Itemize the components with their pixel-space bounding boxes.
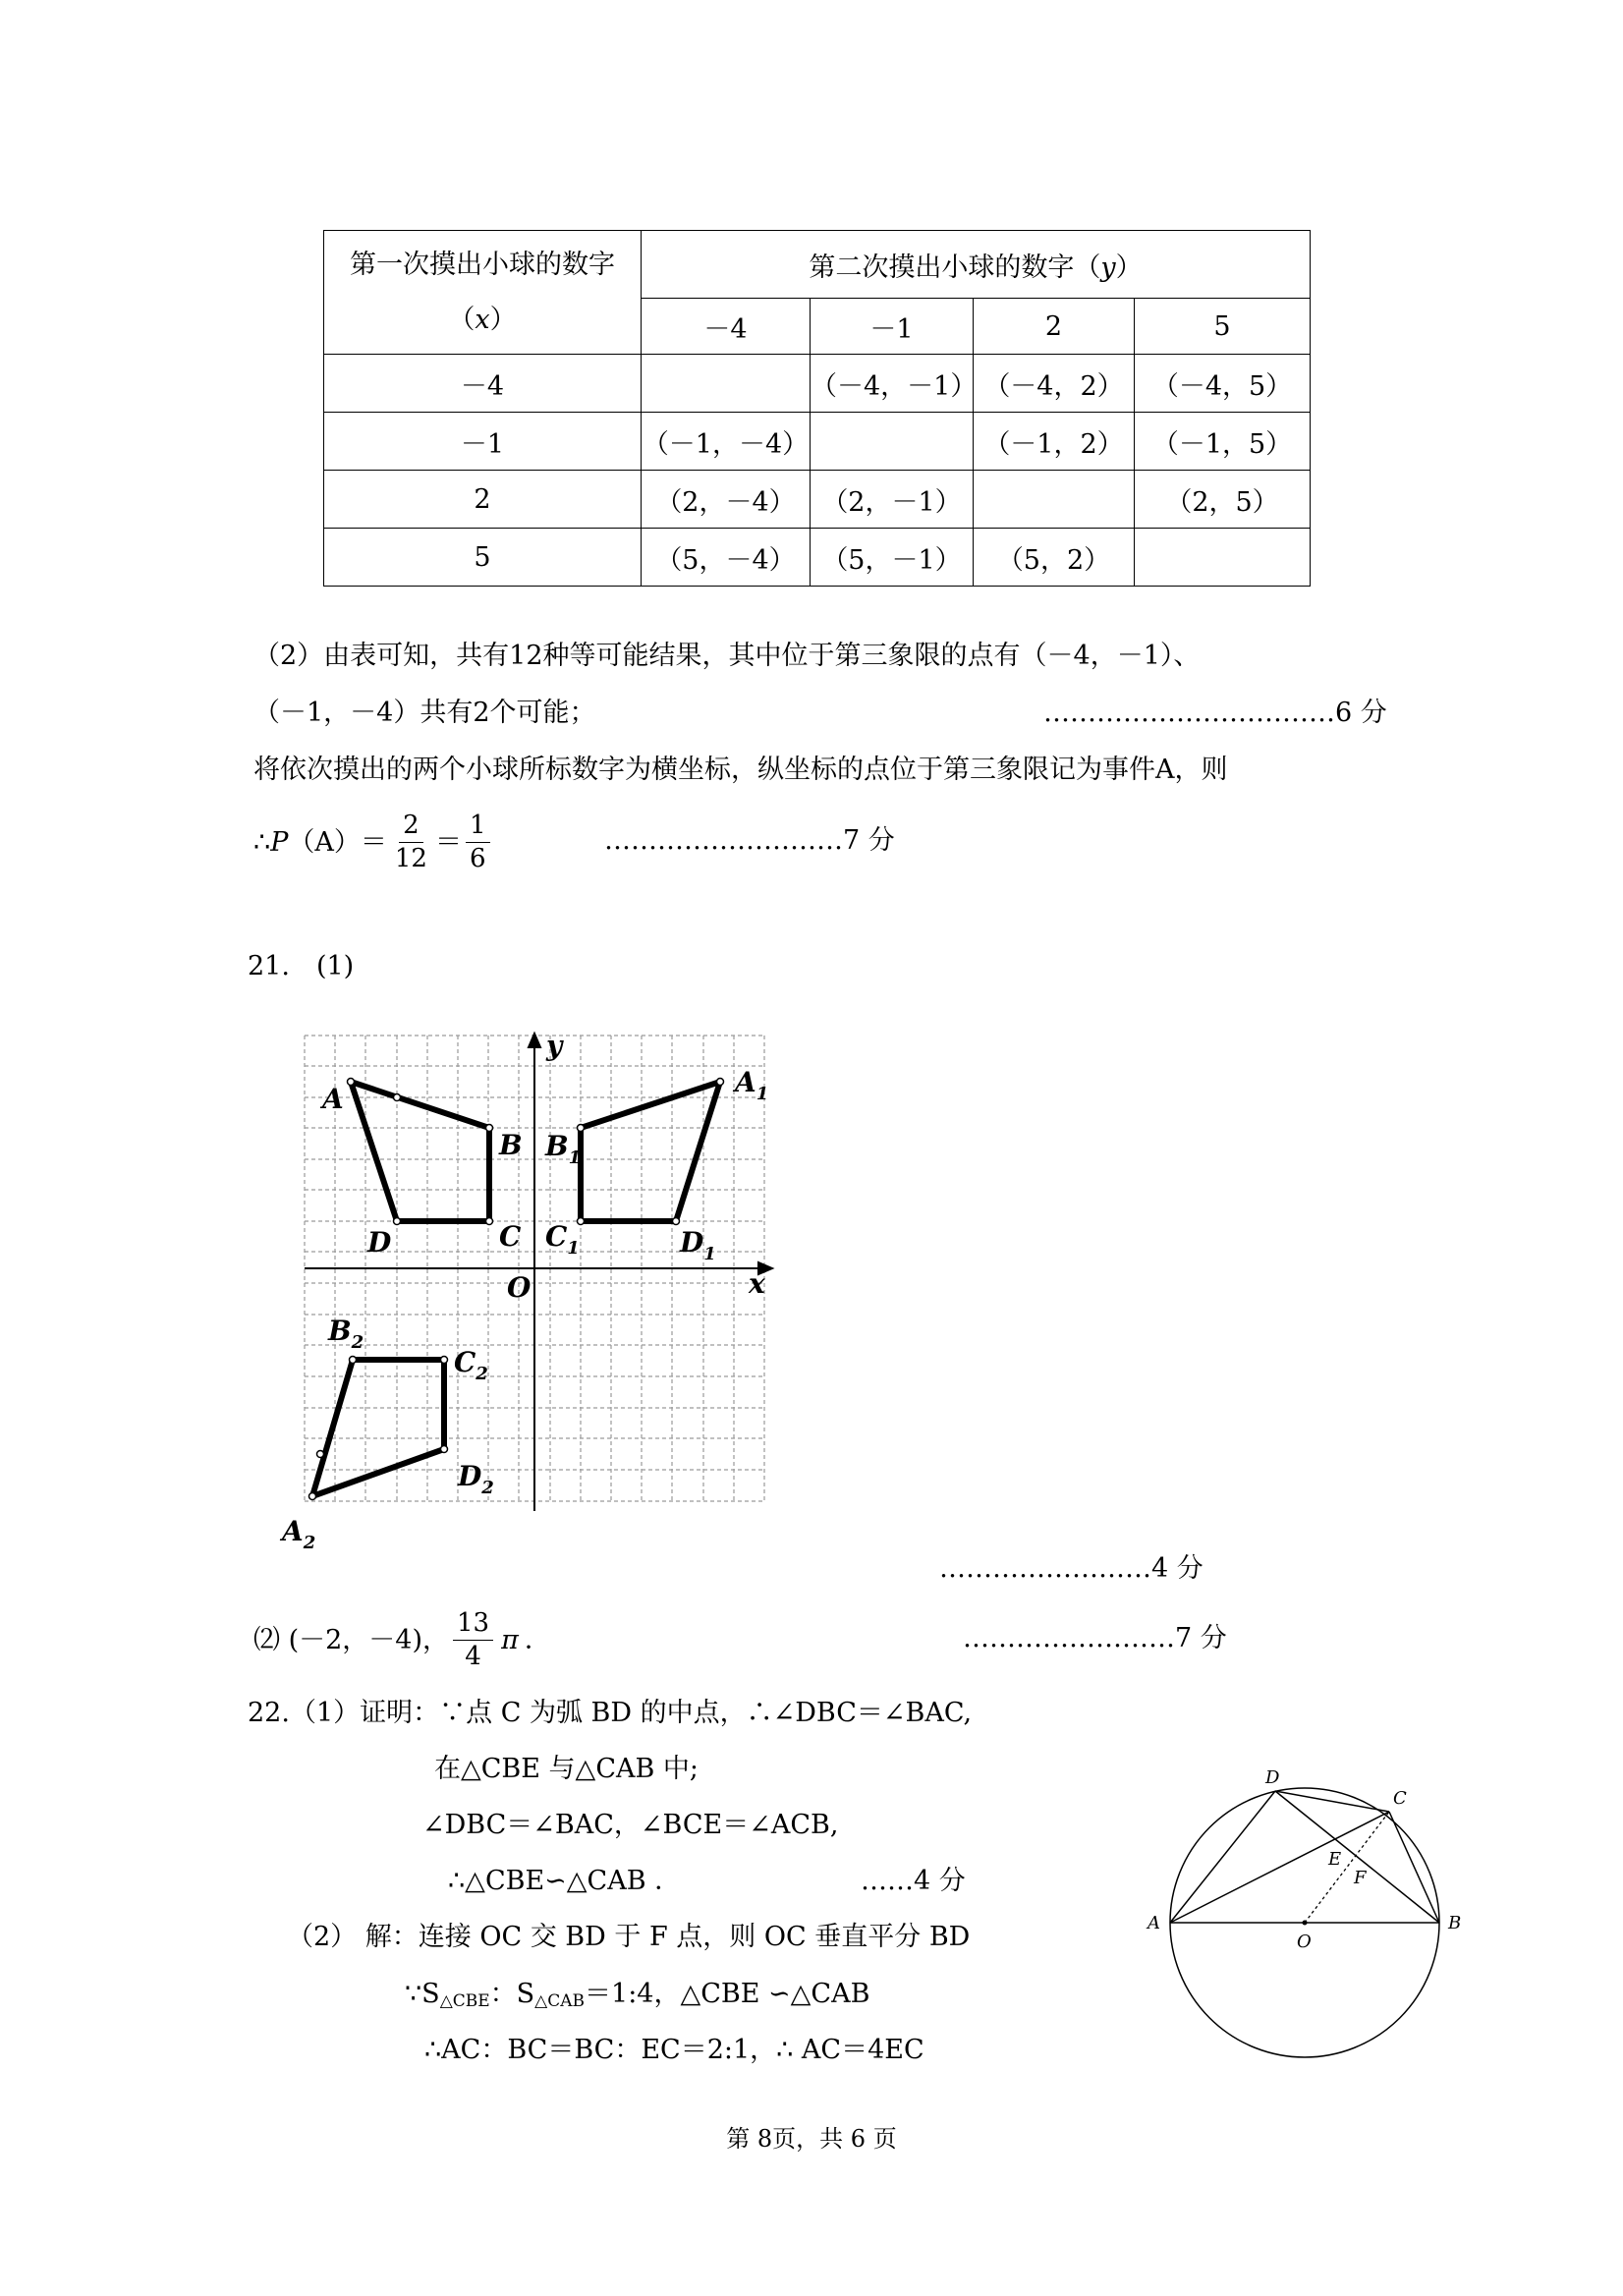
shape-abcd [351,1082,489,1221]
label-c2: $C_2$ [454,1346,488,1384]
svg-text:F: F [1354,1868,1367,1888]
label-d1: $D_1$ [680,1226,716,1264]
label-d: D [367,1226,392,1259]
table-row [324,413,1311,471]
table-row [324,355,1311,413]
q21-heading: 21. (1) [248,951,355,981]
center-dot [1303,1921,1308,1926]
label-a2: $A_2$ [282,1515,316,1553]
y-axis-label: y [546,1030,563,1062]
label-c: C [499,1220,522,1253]
col-header: 2 [974,299,1135,355]
q22-score4: ……4 分 [861,1866,966,1896]
table-cell [642,355,811,413]
col-header: －1 [811,299,974,355]
label-b1: $B_1$ [545,1130,582,1168]
row-header: 2 [324,471,642,529]
q21-part2: ⑵ (－2，－4)， $\frac{13}{4}$ π ． [253,1608,551,1671]
q22-line1: 22.（1）证明：∵点 C 为弧 BD 的中点，∴∠DBC＝∠BAC, [248,1698,973,1728]
q22-line6: $\because S_{\triangle CBE}$：$S_{\triangle CAB}=1:4$，△CBE ∽△CAB [405,1979,870,2011]
label-b: B [499,1129,523,1161]
header-second-draw: 第二次摸出小球的数字（y） [642,231,1311,299]
q21-score4: ……………………4 分 [939,1553,1203,1584]
svg-text:B: B [1448,1913,1462,1933]
q20-score7: ………………………7 分 [604,825,895,856]
header-first-draw: 第一次摸出小球的数字 （x） [324,231,642,355]
table-cell: （2，－4） [642,471,811,529]
axes [305,1034,772,1511]
table-cell: （－4，2） [974,355,1135,413]
table-cell: （－4，－1） [811,355,974,413]
fraction: $\frac{2}{12}$ [394,811,427,873]
table-cell: （2，5） [1135,471,1311,529]
table-cell: （－1，2） [974,413,1135,471]
svg-text:C: C [1393,1788,1407,1809]
shape-a2b2c2d2 [312,1360,444,1496]
q20-probability: ∴ P （A）＝ $\frac{2}{12}$ ＝ $\frac{1}{6}$ [253,810,494,874]
q22-line7: ∴AC：BC＝BC：EC＝2:1，∴ AC＝4EC [424,2035,924,2065]
header-first-label: 第一次摸出小球的数字 [350,249,615,280]
col-header: 5 [1135,299,1311,355]
label-d2: $D_2$ [458,1460,494,1498]
table-cell: （－1，－4） [642,413,811,471]
table-cell: （－1，5） [1135,413,1311,471]
circle-figure [1140,1759,1474,2073]
row-header: －4 [324,355,642,413]
svg-text:E: E [1328,1849,1342,1870]
outcome-table [323,230,1311,587]
table-cell: （5，2） [974,529,1135,587]
label-b2: $B_2$ [328,1315,364,1353]
q22-line5: （2） 解：连接 OC 交 BD 于 F 点，则 OC 垂直平分 BD [287,1922,971,1952]
table-cell: （－4，5） [1135,355,1311,413]
col-header: －4 [642,299,811,355]
table-cell: （5，－4） [642,529,811,587]
q20-line2: （－1，－4）共有2个可能； [253,698,596,728]
dotted-oc [1305,1812,1389,1923]
row-header: －1 [324,413,642,471]
label-c1: $C_1$ [545,1220,580,1259]
q22-line2: 在△CBE 与△CAB 中; [434,1754,699,1784]
chords [1170,1791,1439,1923]
coordinate-grid-figure [275,1022,786,1562]
table-cell [811,413,974,471]
page-footer: 第 8页，共 6 页 [726,2125,897,2153]
q21-score7: ……………………7 分 [963,1623,1227,1653]
svg-text:A: A [1147,1913,1160,1933]
table-row [324,471,1311,529]
label-a1: $A_1$ [735,1066,769,1104]
table-row [324,529,1311,587]
table-cell: （2，－1） [811,471,974,529]
fraction: $\frac{1}{6}$ [466,810,490,874]
origin-label: O [507,1271,532,1304]
table-cell: （5，－1） [811,529,974,587]
q20-line1: （2）由表可知，共有12种等可能结果，其中位于第三象限的点有（－4，－1）、 [253,641,1201,671]
fraction: $\frac{13}{4}$ [453,1607,493,1672]
q20-score6: ……………………………6 分 [1043,698,1387,728]
svg-text:D: D [1265,1767,1280,1788]
q20-line3: 将依次摸出的两个小球所标数字为横坐标，纵坐标的点位于第三象限记为事件A，则 [253,755,1228,785]
svg-text:O: O [1297,1932,1312,1952]
row-header: 5 [324,529,642,587]
shape-a1b1c1d1 [581,1082,720,1221]
table-cell [1135,529,1311,587]
q22-line3: ∠DBC＝∠BAC，∠BCE＝∠ACB, [422,1810,839,1840]
x-axis-label: x [749,1267,765,1300]
q22-line4: ∴△CBE∽△CAB ． [448,1866,682,1896]
vertex-labels [279,1030,768,1553]
label-a: A [322,1083,344,1115]
table-cell [974,471,1135,529]
